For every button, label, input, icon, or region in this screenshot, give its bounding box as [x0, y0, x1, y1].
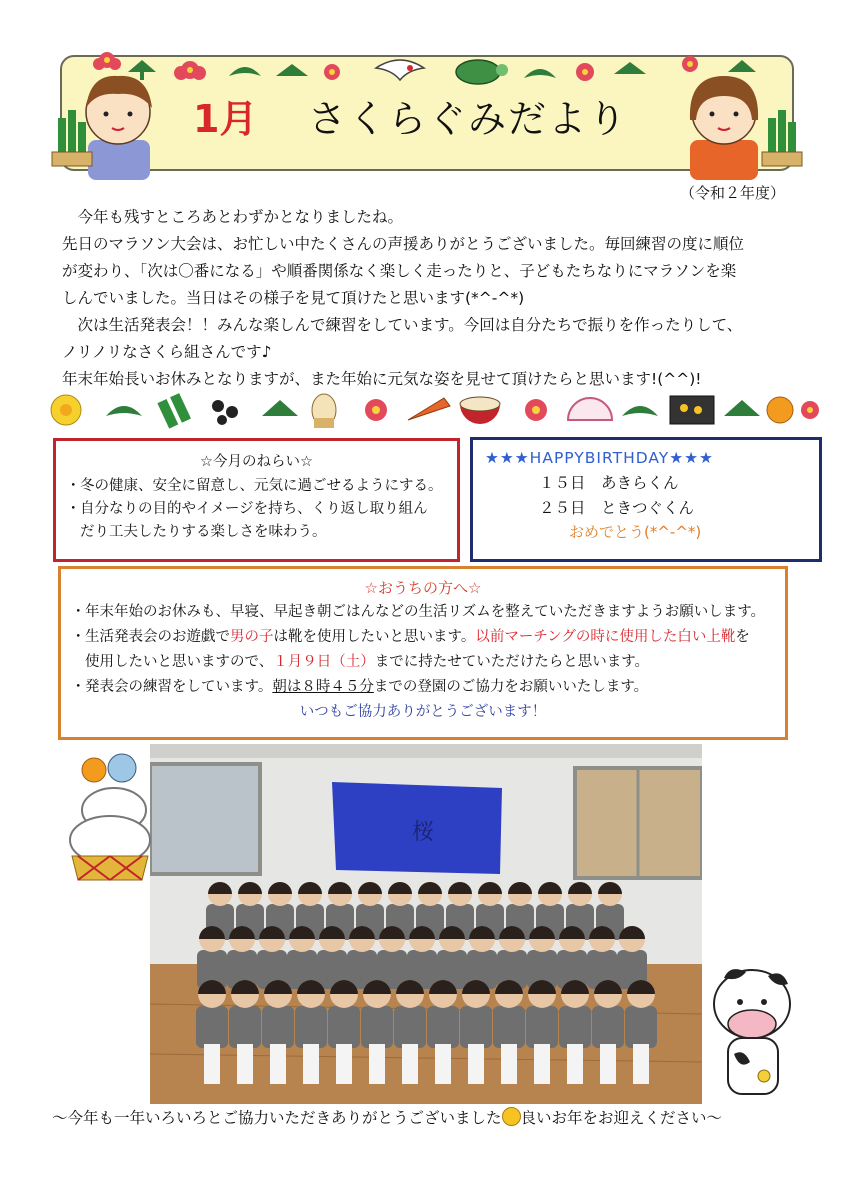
plum-flower-icon	[174, 61, 206, 80]
footer-text: ～今年も一年いろいろとご協力いただきありがとうございました	[52, 1109, 502, 1127]
parents-title: ☆おうちの方へ☆	[364, 579, 482, 597]
highlight-boys: 男の子	[230, 629, 274, 645]
jubako-icon	[670, 396, 714, 424]
aims-title: ☆今月のねらい☆	[200, 454, 313, 470]
birthday-congrats: おめでとう(*^-^*)	[569, 523, 702, 541]
parents-text: 発表会の練習をしています。	[85, 679, 273, 695]
parents-text: までに持たせていただけたらと思います。	[374, 654, 650, 670]
footer-message	[52, 1106, 812, 1128]
intro-line: ノリノリなさくら組さんです♪	[62, 343, 272, 361]
cow-icon	[698, 958, 808, 1100]
osechi-bowl-icon	[460, 397, 500, 424]
kagami-mochi-icon	[64, 748, 164, 888]
parents-item	[71, 625, 785, 650]
highlight-time: 朝は８時４５分	[272, 679, 374, 695]
intro-line: 先日のマラソン大会は、お忙しい中たくさんの声援ありがとうございました。毎回練習の度に順位	[62, 235, 745, 253]
plum-flower-icon	[93, 52, 121, 70]
plum-flower-icon	[365, 399, 387, 421]
parents-item-continued	[71, 650, 785, 675]
plum-flower-icon	[682, 56, 698, 72]
parents-text: 使用したいと思いますので、	[85, 654, 274, 670]
intro-text	[62, 204, 802, 393]
intro-line: 年末年始長いお休みとなりますが、また年始に元気な姿を見せて頂けたらと思います!(^^)!	[62, 370, 702, 388]
smile-icon	[502, 1107, 521, 1126]
parents-item: ・ 年末年始のお休みも、早寝、早起き朝ごはんなどの生活リズムを整えていただきますようお願いします。	[71, 600, 785, 625]
class-photo-illustration	[150, 744, 702, 1104]
parents-text: は靴を使用したいと思います。	[273, 629, 476, 645]
class-photo	[150, 744, 702, 1104]
bamboo-leaf-icon	[229, 67, 261, 76]
crane-icon	[376, 60, 424, 80]
battledore-icon	[408, 398, 450, 420]
pine-icon	[276, 64, 308, 76]
pine-icon	[614, 62, 646, 74]
black-beans-icon	[212, 400, 238, 425]
bamboo-leaf-icon	[106, 406, 142, 416]
page-title: さくらぐみだより	[308, 97, 629, 141]
intro-line: 今年も残すところあとわずかとなりましたね。	[62, 208, 404, 226]
parents-text: を	[735, 629, 750, 645]
aims-item: ・ 自分なりの目的やイメージを持ち、くり返し取り組ん	[66, 498, 457, 521]
intro-line: しんでいました。当日はその様子を見て頂けたと思います(*^-^*)	[62, 289, 525, 307]
birthday-entry: ２５日 ときつぐくん	[539, 499, 695, 517]
plum-flower-icon	[525, 399, 547, 421]
rice-cake-icon	[568, 398, 612, 420]
plum-flower-icon	[324, 64, 340, 80]
birthday-box	[470, 437, 822, 562]
pine-icon	[724, 400, 760, 416]
era-label: （令和２年度）	[680, 184, 786, 202]
footer-text: 良いお年をお迎えください～	[520, 1109, 723, 1127]
kadomatsu-icon	[157, 393, 191, 429]
parents-text: までの登園のご協力をお願いいたします。	[373, 679, 649, 695]
title-month: 1月	[193, 97, 258, 141]
highlight-shoes: 以前マーチングの時に使用した白い上靴	[475, 629, 736, 645]
mandarin-icon	[767, 397, 793, 423]
birthday-title: ★★★HAPPYBIRTHDAY★★★	[485, 449, 714, 467]
turtle-icon	[456, 60, 508, 84]
new-year-icon-row	[40, 388, 820, 432]
birthday-entry: １５日 あきらくん	[539, 474, 679, 492]
aims-item-continued: だり工夫したりする楽しさを味わう。	[80, 524, 327, 540]
pine-icon	[262, 400, 298, 416]
banner-character: 桜	[412, 820, 435, 845]
aims-item: ・ 冬の健康、安全に留意し、元気に過ごせるようにする。	[66, 475, 457, 498]
intro-line: 次は生活発表会！！みんな楽しんで練習をしています。今回は自分たちで振りを作ったりして、	[62, 316, 743, 334]
bamboo-leaf-icon	[524, 69, 556, 78]
boy-character-icon	[86, 76, 152, 180]
parents-thanks: いつもご協力ありがとうございます！	[299, 704, 547, 720]
parents-item	[71, 675, 785, 700]
bamboo-leaf-icon	[622, 406, 658, 416]
kadomatsu-icon	[762, 110, 802, 166]
chrysanthemum-icon	[51, 395, 81, 425]
pine-icon	[728, 60, 756, 72]
girl-character-icon	[690, 76, 758, 180]
parents-text: 生活発表会のお遊戯で	[85, 629, 230, 645]
intro-line: が変わり、「次は〇番になる」や順番関係なく楽しく走ったりと、子どもたちなりにマラソンを楽	[62, 262, 737, 280]
parents-notice-box	[58, 566, 788, 740]
highlight-date: １月９日（土）	[273, 654, 375, 670]
doll-icon	[312, 394, 336, 428]
plum-flower-icon	[576, 63, 594, 81]
pine-icon	[128, 60, 156, 80]
plum-flower-icon	[801, 401, 819, 419]
monthly-aims-box	[53, 438, 460, 562]
